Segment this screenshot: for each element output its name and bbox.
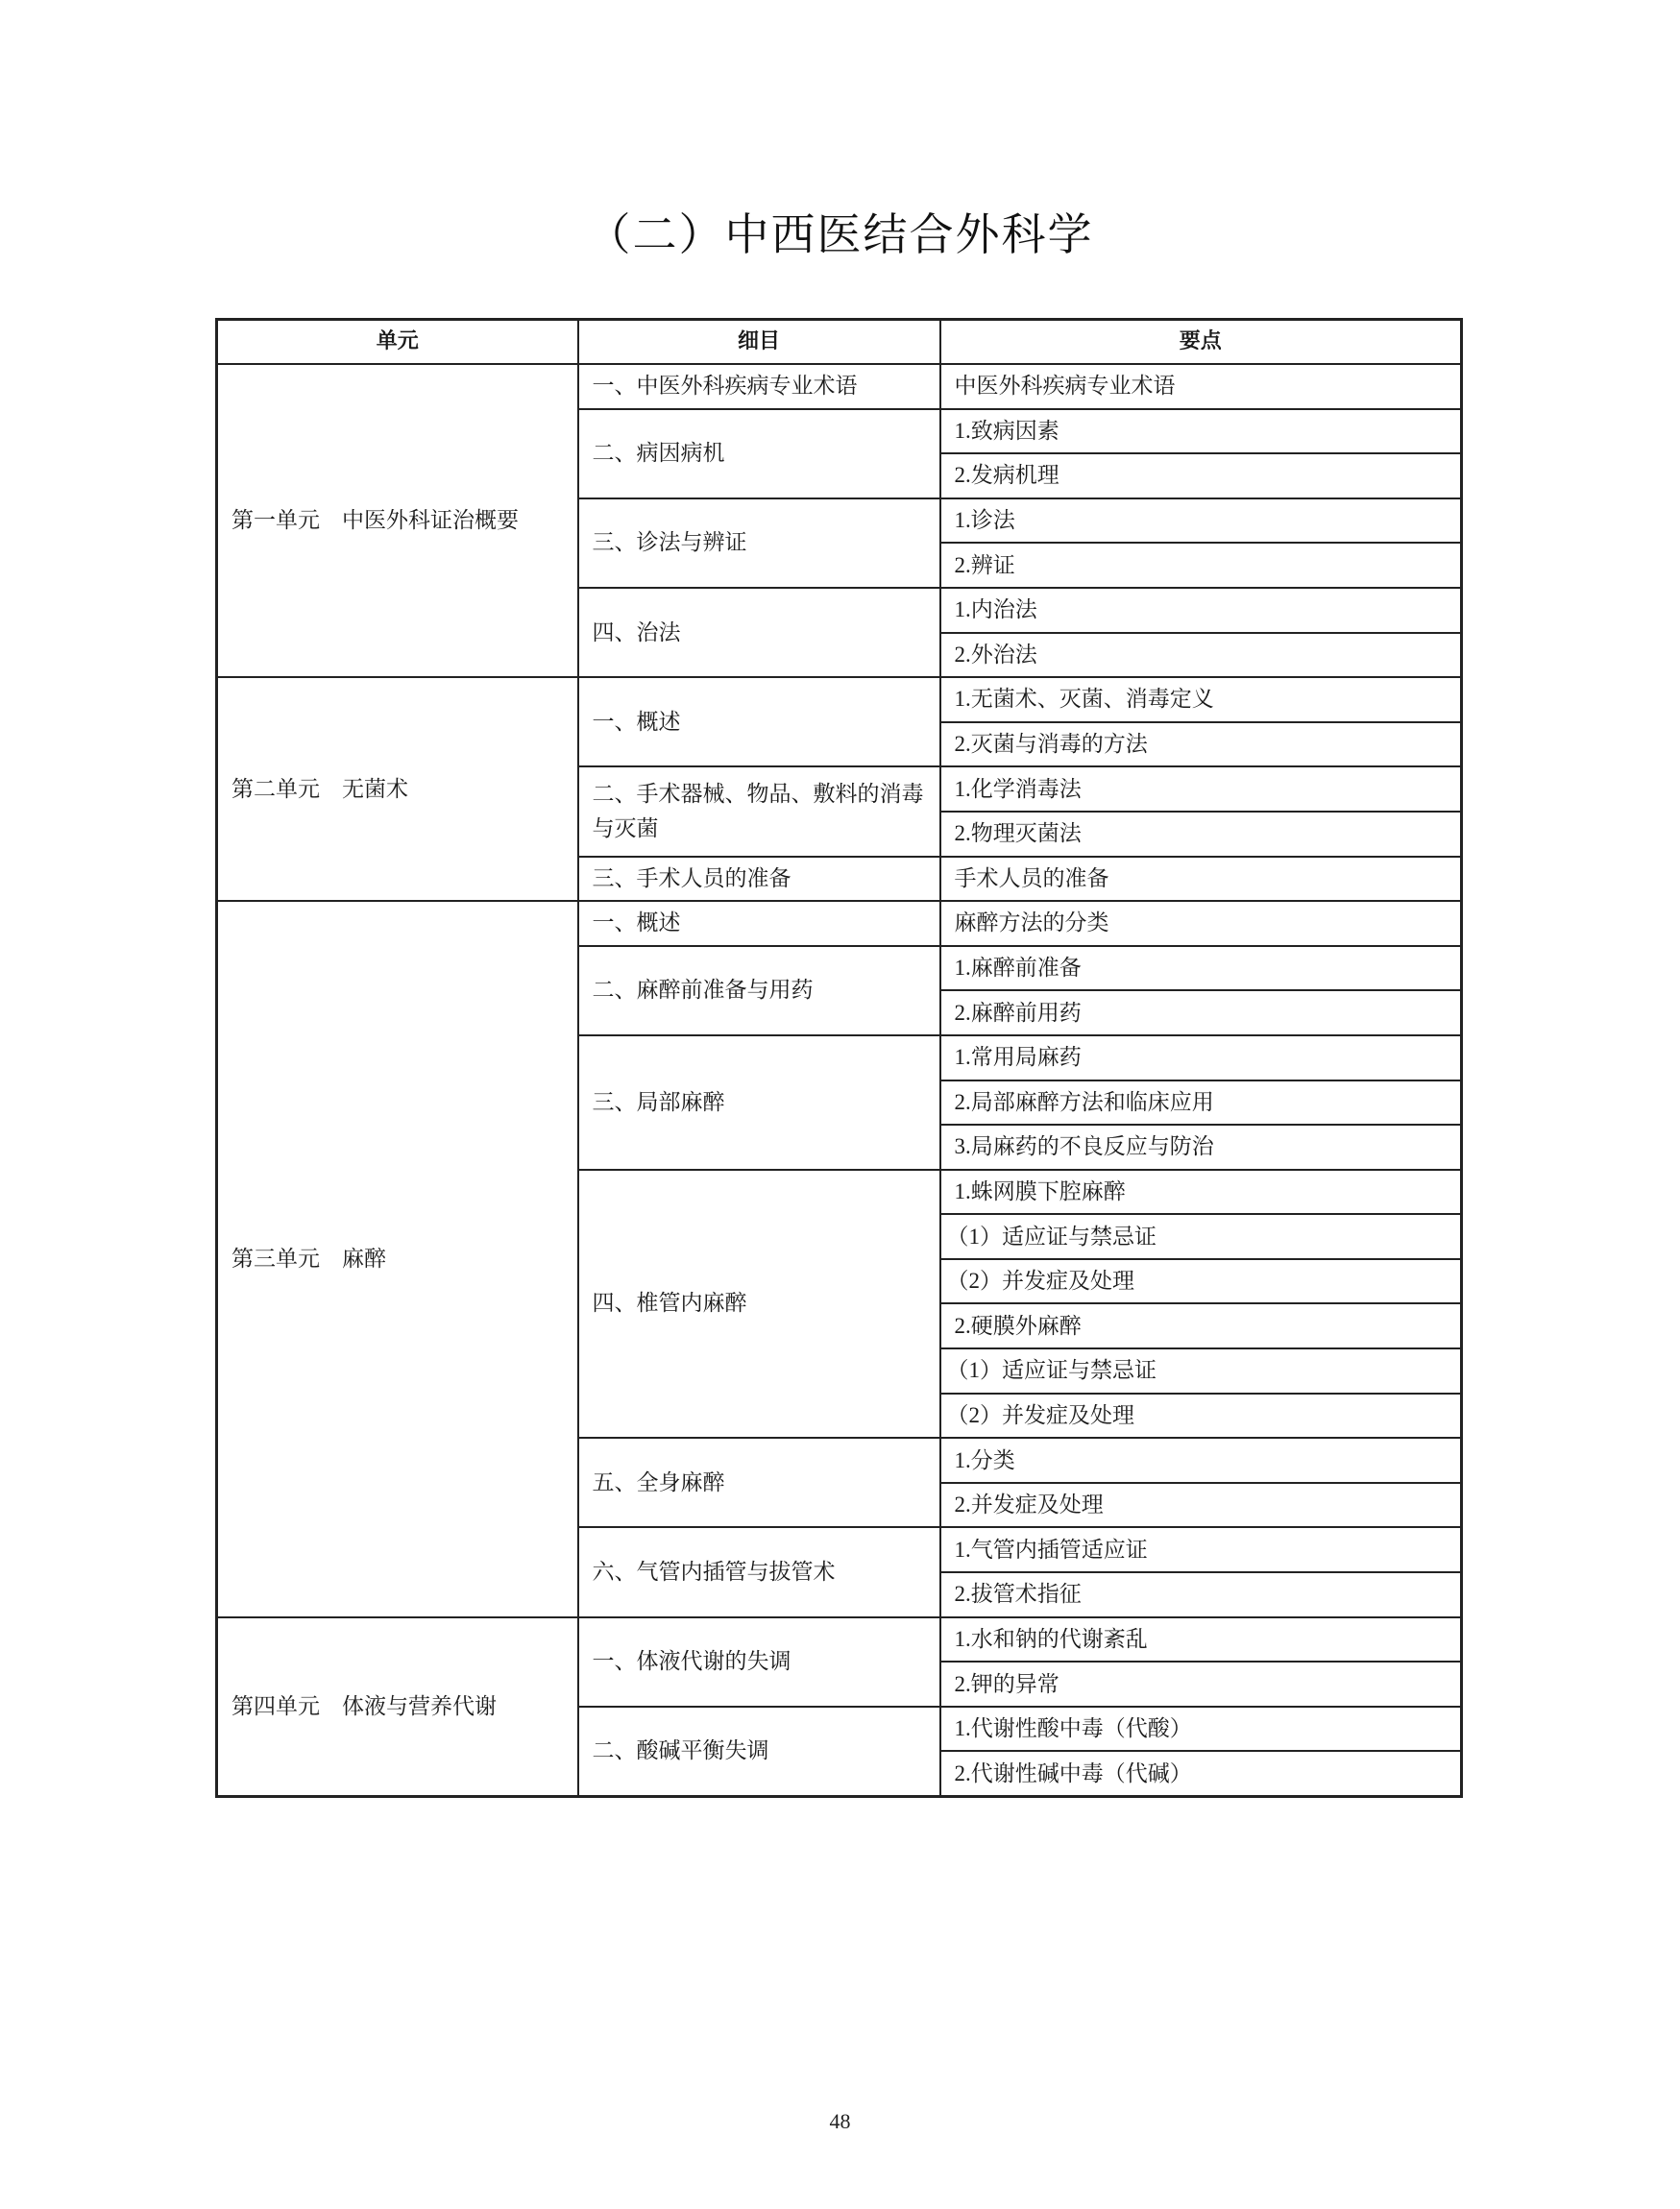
- point-cell: 1.分类: [940, 1438, 1462, 1483]
- table-row: [217, 901, 1462, 946]
- item-cell: [578, 766, 940, 856]
- point-cell: （2）并发症及处理: [940, 1394, 1462, 1439]
- point-cell: 2.灭菌与消毒的方法: [940, 722, 1462, 767]
- point-cell: 2.局部麻醉方法和临床应用: [940, 1080, 1462, 1126]
- header-points: 要点: [940, 320, 1462, 365]
- point-cell: 1.蛛网膜下腔麻醉: [940, 1170, 1462, 1215]
- point-cell: 2.硬膜外麻醉: [940, 1303, 1462, 1348]
- point-cell: 1.麻醉前准备: [940, 946, 1462, 991]
- point-cell: 1.气管内插管适应证: [940, 1527, 1462, 1572]
- item-cell: 四、椎管内麻醉: [578, 1170, 940, 1439]
- point-cell: 1.常用局麻药: [940, 1035, 1462, 1080]
- point-cell: 1.化学消毒法: [940, 766, 1462, 812]
- point-cell: 3.局麻药的不良反应与防治: [940, 1125, 1462, 1170]
- item-cell: 二、酸碱平衡失调: [578, 1707, 940, 1797]
- unit-cell: 第三单元 麻醉: [217, 901, 578, 1617]
- item-cell: 二、麻醉前准备与用药: [578, 946, 940, 1035]
- table-row: [217, 364, 1462, 409]
- point-cell: 麻醉方法的分类: [940, 901, 1462, 946]
- unit-cell: 第二单元 无菌术: [217, 677, 578, 901]
- point-cell: 1.诊法: [940, 498, 1462, 544]
- item-cell: 一、概述: [578, 677, 940, 766]
- item-cell: 三、手术人员的准备: [578, 857, 940, 902]
- point-cell: 2.物理灭菌法: [940, 812, 1462, 857]
- point-cell: 2.拔管术指征: [940, 1572, 1462, 1617]
- item-cell: 四、治法: [578, 588, 940, 677]
- point-cell: 2.辨证: [940, 543, 1462, 588]
- item-cell: 一、概述: [578, 901, 940, 946]
- point-cell: 2.代谢性碱中毒（代碱）: [940, 1751, 1462, 1796]
- point-cell: 2.麻醉前用药: [940, 990, 1462, 1035]
- point-cell: 2.钾的异常: [940, 1662, 1462, 1707]
- item-cell: 三、诊法与辨证: [578, 498, 940, 588]
- unit-cell: 第一单元 中医外科证治概要: [217, 364, 578, 677]
- item-cell: 二、病因病机: [578, 409, 940, 498]
- item-cell-text: 二、手术器械、物品、敷料的消毒与灭菌: [592, 781, 924, 840]
- point-cell: （2）并发症及处理: [940, 1259, 1462, 1304]
- unit-cell: 第四单元 体液与营养代谢: [217, 1617, 578, 1797]
- point-cell: 中医外科疾病专业术语: [940, 364, 1462, 409]
- point-cell: 手术人员的准备: [940, 857, 1462, 902]
- point-cell: 1.无菌术、灭菌、消毒定义: [940, 677, 1462, 722]
- page-number: 48: [829, 2109, 851, 2133]
- header-unit: 单元: [217, 320, 578, 365]
- syllabus-table: [215, 318, 1463, 1798]
- page-title: （二）中西医结合外科学: [586, 210, 1094, 259]
- point-cell: 2.外治法: [940, 633, 1462, 678]
- point-cell: 1.内治法: [940, 588, 1462, 633]
- point-cell: 2.并发症及处理: [940, 1483, 1462, 1528]
- point-cell: 1.致病因素: [940, 409, 1462, 454]
- point-cell: 2.发病机理: [940, 453, 1462, 498]
- table-row: [217, 1617, 1462, 1663]
- point-cell: 1.代谢性酸中毒（代酸）: [940, 1707, 1462, 1752]
- point-cell: 1.水和钠的代谢紊乱: [940, 1617, 1462, 1663]
- item-cell: 六、气管内插管与拔管术: [578, 1527, 940, 1616]
- item-cell: 三、局部麻醉: [578, 1035, 940, 1170]
- table-header-row: [217, 320, 1462, 365]
- item-cell: 一、中医外科疾病专业术语: [578, 364, 940, 409]
- point-cell: （1）适应证与禁忌证: [940, 1214, 1462, 1259]
- item-cell: 五、全身麻醉: [578, 1438, 940, 1527]
- item-cell: 一、体液代谢的失调: [578, 1617, 940, 1707]
- header-item: 细目: [578, 320, 940, 365]
- table-row: [217, 677, 1462, 722]
- point-cell: （1）适应证与禁忌证: [940, 1348, 1462, 1394]
